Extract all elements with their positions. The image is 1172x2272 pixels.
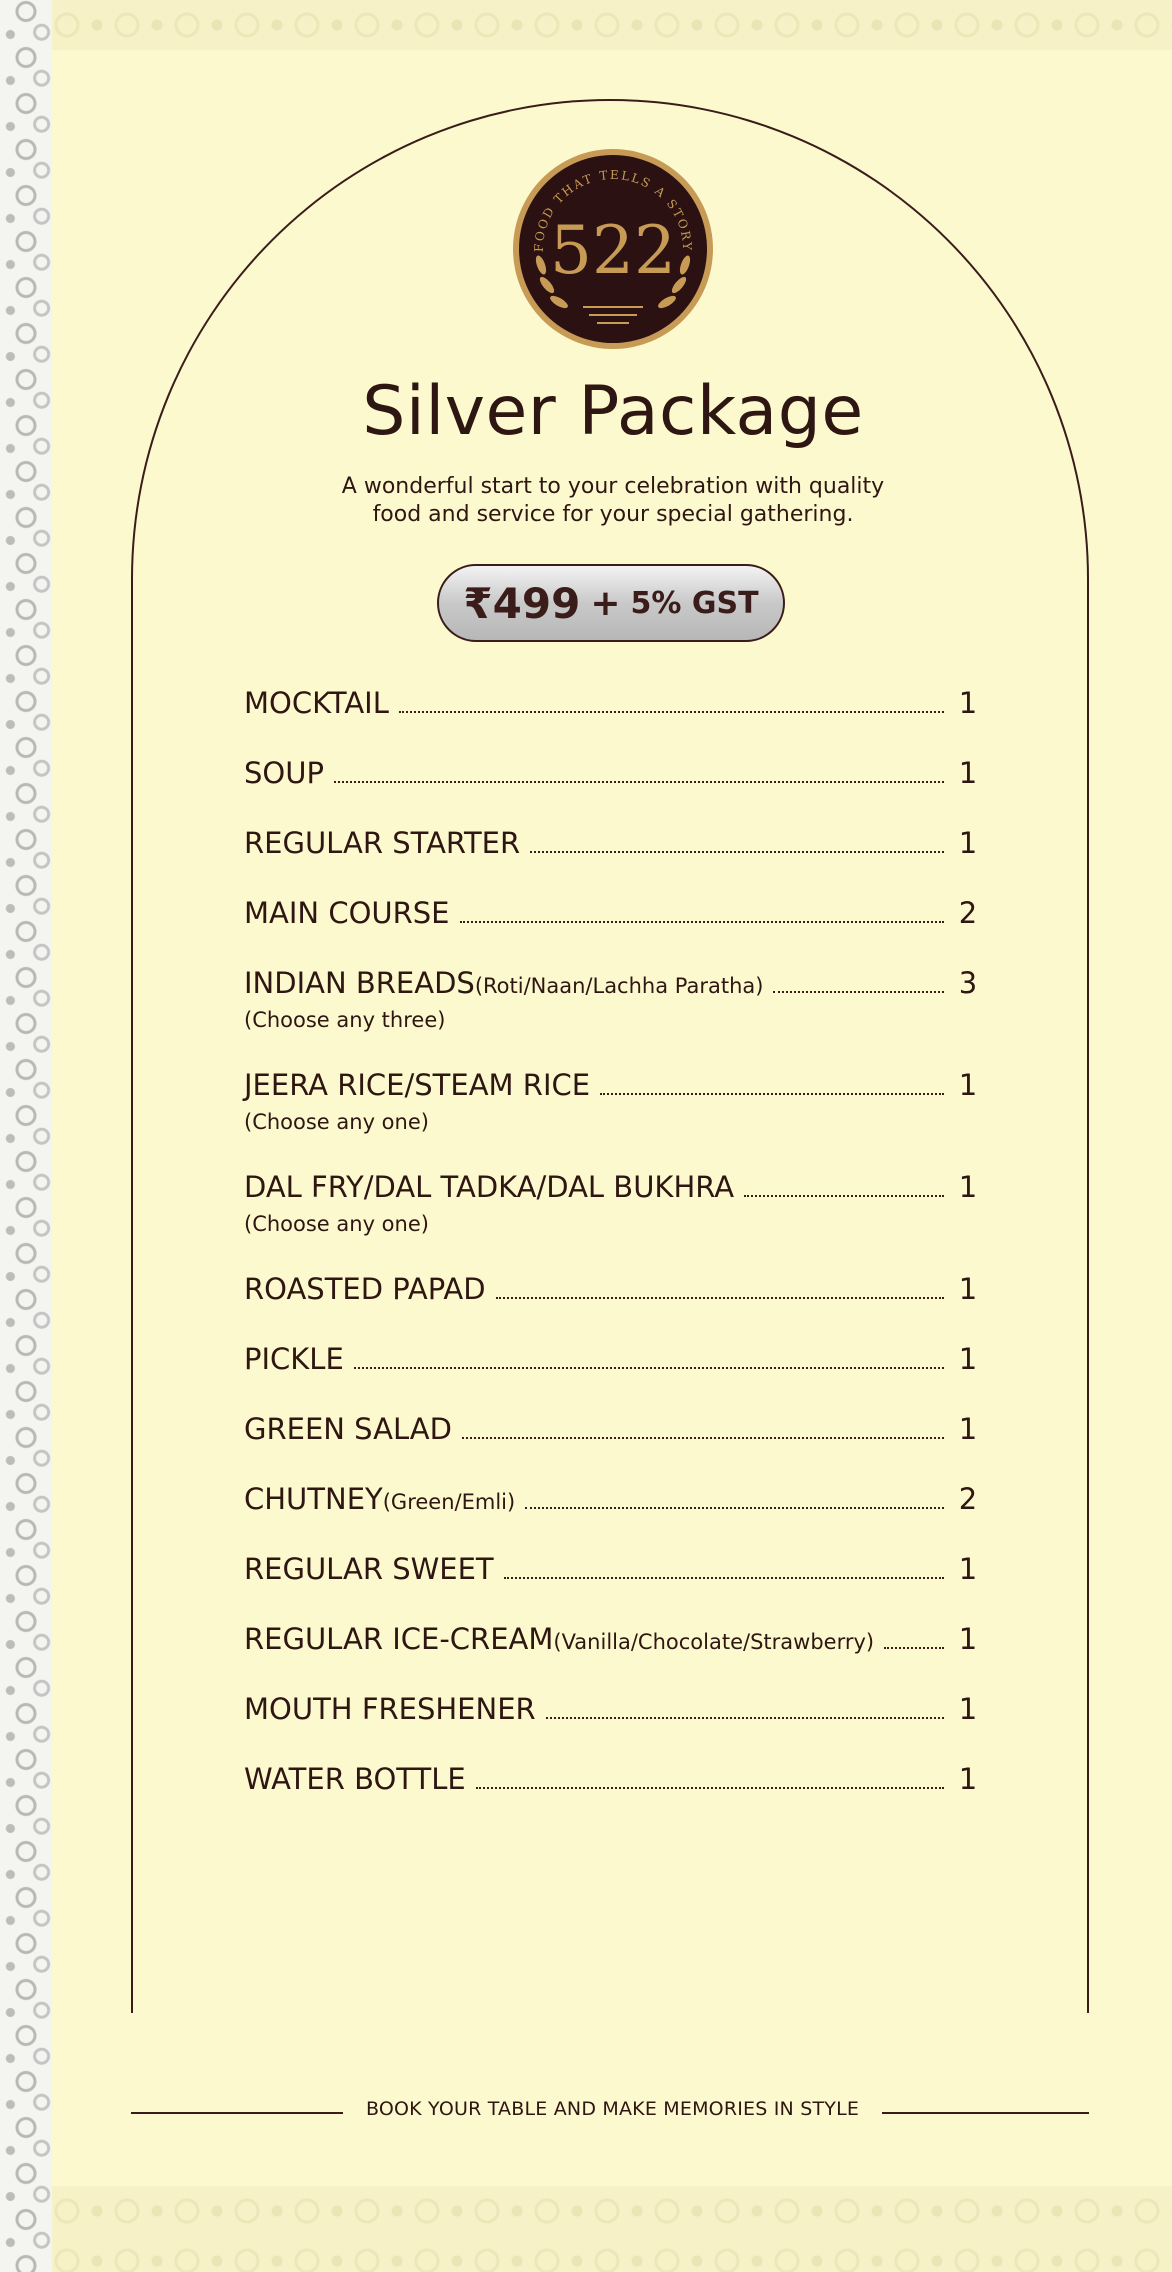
menu-item-qty: 3	[958, 966, 978, 1000]
menu-item-qty: 1	[958, 1170, 978, 1204]
menu-item-detail: (Green/Emli)	[382, 1490, 516, 1514]
footer-tagline: BOOK YOUR TABLE AND MAKE MEMORIES IN STYLE	[365, 2098, 860, 2120]
menu-item-qty: 1	[958, 1552, 978, 1586]
menu-item	[244, 1068, 984, 1134]
menu-item	[244, 1762, 984, 1800]
menu-item-name: REGULAR STARTER	[244, 826, 521, 860]
logo-ring-text: FOOD THAT TELLS A STORY	[531, 167, 695, 253]
menu-item	[244, 896, 984, 934]
menu-item-name: WATER BOTTLE	[244, 1762, 466, 1796]
footer-line-right	[882, 2112, 1089, 2114]
dotted-leader	[546, 1716, 944, 1719]
menu-item	[244, 826, 984, 864]
dotted-leader	[773, 990, 944, 993]
dotted-leader	[334, 780, 944, 783]
dotted-leader	[399, 710, 944, 713]
menu-item	[244, 1552, 984, 1590]
menu-item-name: REGULAR ICE-CREAM	[244, 1622, 554, 1656]
menu-item	[244, 1622, 984, 1660]
subtitle-line: food and service for your special gathering.	[372, 502, 854, 527]
menu-item-qty: 2	[958, 1482, 978, 1516]
restaurant-logo	[511, 147, 715, 351]
menu-item-qty: 1	[958, 1412, 978, 1446]
top-ornament-band	[52, 0, 1172, 50]
menu-item-qty: 1	[958, 1342, 978, 1376]
dotted-leader	[600, 1092, 944, 1095]
menu-item-qty: 1	[958, 756, 978, 790]
menu-item-qty: 1	[958, 1762, 978, 1796]
menu-item-note: (Choose any one)	[244, 1212, 429, 1236]
subtitle	[313, 473, 913, 529]
menu-item-detail: (Vanilla/Chocolate/Strawberry)	[553, 1630, 875, 1654]
menu-item-note: (Choose any three)	[244, 1008, 446, 1032]
menu-item-qty: 1	[958, 1272, 978, 1306]
menu-item-name: MAIN COURSE	[244, 896, 450, 930]
menu-item-name: DAL FRY/DAL TADKA/DAL BUKHRA	[244, 1170, 735, 1204]
menu-item-qty: 1	[958, 1692, 978, 1726]
menu-item	[244, 1482, 984, 1520]
left-ornament-strip	[0, 0, 52, 2272]
logo-number: 522	[550, 212, 676, 289]
menu-item-qty: 1	[958, 826, 978, 860]
bottom-ornament-band	[52, 2186, 1172, 2272]
menu-item-name: JEERA RICE/STEAM RICE	[244, 1068, 591, 1102]
dotted-leader	[476, 1786, 944, 1789]
menu-item	[244, 1692, 984, 1730]
menu-item-note: (Choose any one)	[244, 1110, 429, 1134]
menu-item-qty: 1	[958, 1622, 978, 1656]
menu-item-qty: 2	[958, 896, 978, 930]
menu-item-name: INDIAN BREADS	[244, 966, 475, 1000]
dotted-leader	[744, 1194, 944, 1197]
menu-item-name: GREEN SALAD	[244, 1412, 452, 1446]
menu-item	[244, 1272, 984, 1310]
dotted-leader	[496, 1296, 944, 1299]
menu-item-name: MOCKTAIL	[244, 686, 389, 720]
menu-item-name: SOUP	[244, 756, 324, 790]
dotted-leader	[504, 1576, 944, 1579]
menu-item-qty: 1	[958, 686, 978, 720]
menu-item	[244, 686, 984, 724]
menu-item-name: REGULAR SWEET	[244, 1552, 494, 1586]
dotted-leader	[354, 1366, 944, 1369]
dotted-leader	[525, 1506, 944, 1509]
footer-line-left	[131, 2112, 343, 2114]
menu-item	[244, 1412, 984, 1450]
dotted-leader	[462, 1436, 944, 1439]
dotted-leader	[460, 920, 944, 923]
menu-item-qty: 1	[958, 1068, 978, 1102]
page-title: Silver Package	[362, 372, 864, 451]
dotted-leader	[530, 850, 944, 853]
dotted-leader	[884, 1646, 944, 1649]
price-amount: ₹499	[463, 578, 581, 628]
menu-item-name: MOUTH FRESHENER	[244, 1692, 536, 1726]
menu-item-name: PICKLE	[244, 1342, 344, 1376]
menu-item-detail: (Roti/Naan/Lachha Paratha)	[474, 974, 764, 998]
menu-item	[244, 1342, 984, 1380]
menu-item	[244, 1170, 984, 1236]
menu-item	[244, 966, 984, 1032]
menu-item-name: CHUTNEY	[244, 1482, 383, 1516]
price-badge	[437, 564, 785, 642]
subtitle-line: A wonderful start to your celebration with quality	[341, 474, 885, 499]
menu-item-name: ROASTED PAPAD	[244, 1272, 486, 1306]
price-tax: 5% GST	[630, 585, 759, 621]
menu-item	[244, 756, 984, 794]
price-plus: +	[590, 582, 621, 624]
